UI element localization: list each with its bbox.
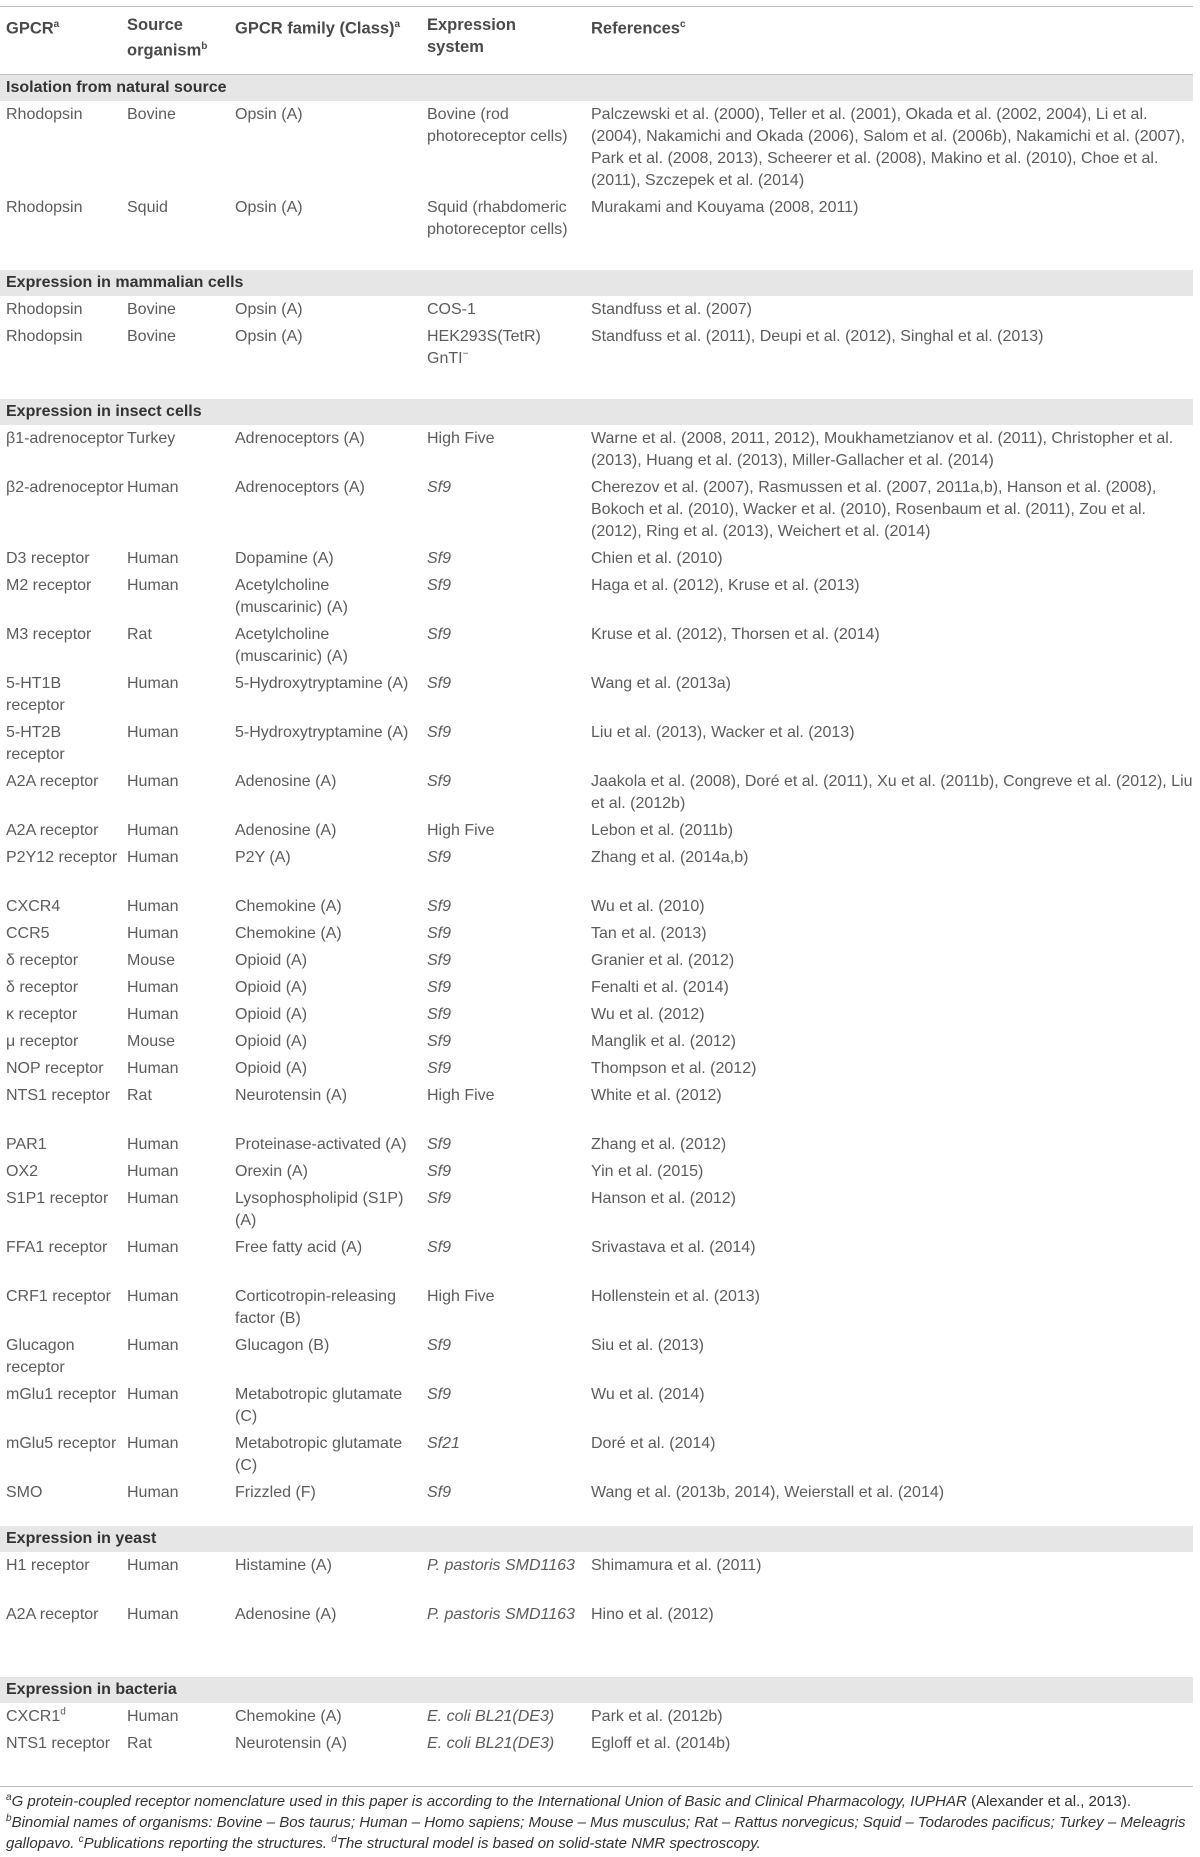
expression-cell: Sf9 (427, 1033, 452, 1050)
expression-cell: E. coli BL21(DE3) (427, 1708, 555, 1725)
family-cell: Opioid (A) (235, 952, 308, 969)
organism-cell: Human (127, 1190, 179, 1207)
gpcr-cell: NOP receptor (6, 1060, 104, 1077)
organism-cell: Human (127, 577, 179, 594)
organism-cell: Bovine (127, 301, 176, 318)
gpcr-cell: Rhodopsin (6, 106, 83, 123)
organism-cell: Human (127, 898, 179, 915)
organism-cell: Human (127, 675, 179, 692)
organism-cell: Human (127, 1288, 179, 1305)
family-cell: Adenosine (A) (235, 1606, 337, 1623)
expression-cell: Sf9 (427, 1060, 452, 1077)
organism-cell: Human (127, 1708, 179, 1725)
organism-cell: Human (127, 1006, 179, 1023)
family-cell: Lysophospholipid (S1P) (A) (235, 1190, 404, 1229)
family-cell: Opsin (A) (235, 106, 303, 123)
references-cell: Liu et al. (2013), Wacker et al. (2013) (591, 724, 855, 741)
references-cell: Zhang et al. (2014a,b) (591, 849, 749, 866)
family-cell: Dopamine (A) (235, 550, 334, 567)
organism-cell: Human (127, 1337, 179, 1354)
organism-cell: Human (127, 550, 179, 567)
references-cell: Yin et al. (2015) (591, 1163, 704, 1180)
references-cell: Doré et al. (2014) (591, 1435, 716, 1452)
gpcr-cell: P2Y12 receptor (6, 849, 118, 866)
expression-cell: Sf9 (427, 1239, 452, 1256)
expression-cell: High Five (427, 430, 495, 447)
gpcr-cell: NTS1 receptor (6, 1735, 111, 1752)
expression-cell: Sf9 (427, 550, 452, 567)
family-cell: Adenosine (A) (235, 822, 337, 839)
organism-cell: Human (127, 979, 179, 996)
references-cell: Manglik et al. (2012) (591, 1033, 736, 1050)
gpcr-cell: Rhodopsin (6, 199, 83, 216)
family-cell: Metabotropic glutamate (C) (235, 1435, 403, 1474)
references-cell: Warne et al. (2008, 2011, 2012), Moukhametzianov et al. (2011), Christopher et al. (2013), Huang et al. (2013), Miller-Gallacher et al. (2014) (591, 430, 1174, 469)
references-cell: Wu et al. (2014) (591, 1386, 705, 1403)
expression-cell: COS-1 (427, 301, 476, 318)
family-cell: Chemokine (A) (235, 925, 342, 942)
gpcr-cell: μ receptor (6, 1033, 79, 1050)
references-cell: Srivastava et al. (2014) (591, 1239, 756, 1256)
organism-cell: Rat (127, 1735, 152, 1752)
references-cell: Thompson et al. (2012) (591, 1060, 757, 1077)
organism-cell: Human (127, 1435, 179, 1452)
references-cell: Chien et al. (2010) (591, 550, 723, 567)
references-cell: Park et al. (2012b) (591, 1708, 723, 1725)
organism-cell: Human (127, 1484, 179, 1501)
gpcr-cell: mGlu1 receptor (6, 1386, 117, 1403)
organism-cell: Human (127, 1606, 179, 1623)
expression-cell: Sf9 (427, 925, 452, 942)
organism-cell: Turkey (127, 430, 176, 447)
organism-cell: Bovine (127, 328, 176, 345)
gpcr-cell: FFA1 receptor (6, 1239, 108, 1256)
gpcr-cell: OX2 (6, 1163, 39, 1180)
family-cell: Glucagon (B) (235, 1337, 330, 1354)
organism-cell: Rat (127, 1087, 152, 1104)
organism-cell: Rat (127, 626, 152, 643)
expression-cell: Sf9 (427, 1006, 452, 1023)
gpcr-cell: D3 receptor (6, 550, 90, 567)
organism-cell: Human (127, 1557, 179, 1574)
organism-cell: Human (127, 1136, 179, 1153)
organism-cell: Squid (127, 199, 168, 216)
top-rule (0, 6, 1193, 7)
gpcr-cell: A2A receptor (6, 822, 99, 839)
expression-cell: Sf9 (427, 849, 452, 866)
gpcr-cell: 5-HT1B receptor (6, 675, 65, 714)
family-cell: Chemokine (A) (235, 898, 342, 915)
gpcr-cell: 5-HT2B receptor (6, 724, 65, 763)
gpcr-cell: CXCR1$^d$ (6, 1706, 66, 1725)
references-cell: Siu et al. (2013) (591, 1337, 704, 1354)
expression-cell: Sf21 (427, 1435, 460, 1452)
gpcr-cell: β2-adrenoceptor (6, 479, 124, 496)
references-cell: Wang et al. (2013b, 2014), Weierstall et al. (2014) (591, 1484, 945, 1501)
gpcr-cell: M3 receptor (6, 626, 92, 643)
expression-cell: Sf9 (427, 979, 452, 996)
gpcr-cell: CCR5 (6, 925, 50, 942)
family-cell: Histamine (A) (235, 1557, 332, 1574)
references-cell: Murakami and Kouyama (2008, 2011) (591, 199, 859, 216)
family-cell: Opsin (A) (235, 301, 303, 318)
family-cell: Adenosine (A) (235, 773, 337, 790)
organism-cell: Human (127, 822, 179, 839)
expression-cell: Sf9 (427, 626, 452, 643)
organism-cell: Human (127, 724, 179, 741)
footnote-b: $^b$Binomial names of organisms: Bovine – Bos taurus; Human – Homo sapiens; Mouse – Mus musculus; Rat – Rattus norvegicus; Squid – Todarodes pacificus; Turkey – Meleagris gallopavo. $^c$Publications reporting the structures. $^d$The structural model is based on solid-state NMR spectroscopy. (6, 1813, 1186, 1852)
references-cell: Fenalti et al. (2014) (591, 979, 729, 996)
header-gpcr-family: GPCR family (Class)$^a$ (235, 19, 401, 38)
gpcr-cell: Glucagon receptor (6, 1337, 75, 1376)
expression-cell: High Five (427, 822, 495, 839)
expression-cell: Sf9 (427, 1136, 452, 1153)
expression-cell: Sf9 (427, 773, 452, 790)
expression-cell: Sf9 (427, 898, 452, 915)
gpcr-cell: CRF1 receptor (6, 1288, 111, 1305)
gpcr-cell: δ receptor (6, 979, 79, 996)
family-cell: 5-Hydroxytryptamine (A) (235, 675, 409, 692)
gpcr-cell: NTS1 receptor (6, 1087, 111, 1104)
expression-cell: Sf9 (427, 1190, 452, 1207)
references-cell: Cherezov et al. (2007), Rasmussen et al. (2007, 2011a,b), Hanson et al. (2008), Bokoch et al. (2010), Wacker et al. (2010), Rosenbaum et al. (2011), Zou et al. (2012), Ring et al. (2013), Weichert et al. (2014) (591, 479, 1157, 540)
expression-cell: P. pastoris SMD1163 (427, 1557, 575, 1574)
references-cell: Zhang et al. (2012) (591, 1136, 727, 1153)
gpcr-cell: H1 receptor (6, 1557, 90, 1574)
family-cell: Opioid (A) (235, 1060, 308, 1077)
family-cell: Free fatty acid (A) (235, 1239, 363, 1256)
organism-cell: Human (127, 925, 179, 942)
expression-cell: HEK293S(TetR) GnTI− (427, 328, 541, 367)
expression-cell: Sf9 (427, 479, 452, 496)
references-cell: Jaakola et al. (2008), Doré et al. (2011), Xu et al. (2011b), Congreve et al. (2012), Liu et al. (2012b) (591, 773, 1193, 812)
family-cell: 5-Hydroxytryptamine (A) (235, 724, 409, 741)
references-cell: Haga et al. (2012), Kruse et al. (2013) (591, 577, 860, 594)
organism-cell: Human (127, 1163, 179, 1180)
family-cell: Frizzled (F) (235, 1484, 316, 1501)
organism-cell: Human (127, 849, 179, 866)
organism-cell: Bovine (127, 106, 176, 123)
gpcr-cell: A2A receptor (6, 1606, 99, 1623)
header-source-organism: Source organism$^b$ (127, 16, 208, 60)
gpcr-cell: Rhodopsin (6, 301, 83, 318)
footnote-a: $^a$G protein-coupled receptor nomenclature used in this paper is according to the International Union of Basic and Clinical Pharmacology, IUPHAR (Alexander et al., 2013). (6, 1792, 1132, 1810)
references-cell: Hino et al. (2012) (591, 1606, 714, 1623)
family-cell: Corticotropin-releasing factor (B) (235, 1288, 396, 1327)
references-cell: White et al. (2012) (591, 1087, 722, 1104)
references-cell: Shimamura et al. (2011) (591, 1557, 762, 1574)
family-cell: Opioid (A) (235, 979, 308, 996)
expression-cell: Sf9 (427, 675, 452, 692)
gpcr-cell: M2 receptor (6, 577, 92, 594)
gpcr-cell: S1P1 receptor (6, 1190, 109, 1207)
gpcr-cell: A2A receptor (6, 773, 99, 790)
expression-cell: High Five (427, 1087, 495, 1104)
family-cell: Chemokine (A) (235, 1708, 342, 1725)
references-cell: Wu et al. (2012) (591, 1006, 705, 1023)
family-cell: P2Y (A) (235, 849, 291, 866)
expression-cell: Sf9 (427, 724, 452, 741)
expression-cell: High Five (427, 1288, 495, 1305)
organism-cell: Mouse (127, 1033, 176, 1050)
header-gpcr: GPCR$^a$ (6, 19, 60, 38)
gpcr-cell: β1-adrenoceptor (6, 430, 124, 447)
organism-cell: Human (127, 773, 179, 790)
references-cell: Palczewski et al. (2000), Teller et al. (2001), Okada et al. (2002, 2004), Li et al. (2004), Nakamichi and Okada (2006), Salom et al. (2006b), Nakamichi et al. (2007), Park et al. (2008, 2013), Scheerer et al. (2008), Makino et al. (2010), Choe et al. (2011), Szczepek et al. (2014) (591, 106, 1186, 189)
gpcr-cell: SMO (6, 1484, 43, 1501)
organism-cell: Human (127, 1060, 179, 1077)
expression-cell: Sf9 (427, 1163, 452, 1180)
expression-cell: Sf9 (427, 577, 452, 594)
references-cell: Wang et al. (2013a) (591, 675, 731, 692)
expression-cell: Sf9 (427, 952, 452, 969)
references-cell: Wu et al. (2010) (591, 898, 705, 915)
gpcr-cell: PAR1 (6, 1136, 47, 1153)
section-natural-source: Isolation from natural source (0, 75, 1193, 101)
gpcr-cell: δ receptor (6, 952, 79, 969)
references-cell: Lebon et al. (2011b) (591, 822, 734, 839)
expression-cell: Sf9 (427, 1386, 452, 1403)
expression-cell: Sf9 (427, 1337, 452, 1354)
expression-cell: Sf9 (427, 1484, 452, 1501)
gpcr-cell: mGlu5 receptor (6, 1435, 117, 1452)
references-cell: Hollenstein et al. (2013) (591, 1288, 760, 1305)
references-cell: Standfuss et al. (2011), Deupi et al. (2012), Singhal et al. (2013) (591, 328, 1044, 345)
family-cell: Adrenoceptors (A) (235, 479, 365, 496)
expression-cell: E. coli BL21(DE3) (427, 1735, 555, 1752)
family-cell: Opioid (A) (235, 1006, 308, 1023)
section-mammalian-cells: Expression in mammalian cells (0, 270, 1193, 296)
family-cell: Adrenoceptors (A) (235, 430, 365, 447)
family-cell: Neurotensin (A) (235, 1087, 348, 1104)
organism-cell: Human (127, 1386, 179, 1403)
gpcr-cell: CXCR4 (6, 898, 61, 915)
section-bacteria: Expression in bacteria (0, 1677, 1193, 1703)
organism-cell: Human (127, 479, 179, 496)
expression-cell: P. pastoris SMD1163 (427, 1606, 575, 1623)
references-cell: Granier et al. (2012) (591, 952, 735, 969)
family-cell: Acetylcholine (muscarinic) (A) (235, 626, 348, 665)
family-cell: Acetylcholine (muscarinic) (A) (235, 577, 348, 616)
family-cell: Metabotropic glutamate (C) (235, 1386, 403, 1425)
references-cell: Kruse et al. (2012), Thorsen et al. (2014) (591, 626, 880, 643)
family-cell: Neurotensin (A) (235, 1735, 348, 1752)
family-cell: Opioid (A) (235, 1033, 308, 1050)
header-expression-system: Expression system (427, 16, 516, 56)
family-cell: Proteinase-activated (A) (235, 1136, 407, 1153)
section-insect-cells: Expression in insect cells (0, 399, 1193, 425)
family-cell: Orexin (A) (235, 1163, 308, 1180)
references-cell: Egloff et al. (2014b) (591, 1735, 731, 1752)
header-references: References$^c$ (591, 19, 686, 38)
references-cell: Standfuss et al. (2007) (591, 301, 752, 318)
references-cell: Tan et al. (2013) (591, 925, 707, 942)
family-cell: Opsin (A) (235, 328, 303, 345)
references-cell: Hanson et al. (2012) (591, 1190, 736, 1207)
expression-cell: Bovine (rod photoreceptor cells) (427, 106, 568, 145)
organism-cell: Human (127, 1239, 179, 1256)
family-cell: Opsin (A) (235, 199, 303, 216)
gpcr-cell: Rhodopsin (6, 328, 83, 345)
organism-cell: Mouse (127, 952, 176, 969)
expression-cell: Squid (rhabdomeric photoreceptor cells) (427, 199, 568, 238)
gpcr-cell: κ receptor (6, 1006, 78, 1023)
bottom-rule (0, 1786, 1193, 1787)
section-yeast: Expression in yeast (0, 1526, 1193, 1552)
